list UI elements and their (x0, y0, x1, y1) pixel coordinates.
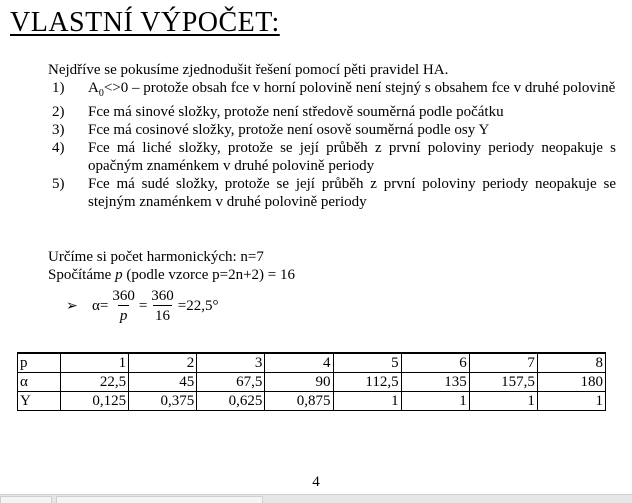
summary (48, 248, 295, 284)
table-cell: 0,375 (129, 392, 197, 411)
rule-number: 5) (52, 176, 65, 192)
table-cell: 22,5 (61, 373, 129, 392)
arrow-bullet-icon: ➢ (66, 298, 78, 314)
alpha-formula (66, 284, 219, 328)
rule-number: 3) (52, 122, 65, 138)
table-cell: 1 (401, 392, 469, 411)
harmonics-line: Určíme si počet harmonických: n=7 (48, 249, 264, 265)
table-cell: 157,5 (469, 373, 537, 392)
rules-list (52, 79, 616, 211)
table-cell: 1 (469, 392, 537, 411)
a0-symbol: $A_0$ (88, 80, 104, 99)
formula-result: =22,5° (177, 297, 219, 314)
table-cell: 0,875 (265, 392, 333, 411)
table-cell: 1 (333, 392, 401, 411)
formula-lhs: α= (92, 297, 109, 314)
table-cell: 135 (401, 373, 469, 392)
rule-number: 1) (52, 80, 65, 96)
values-table (17, 352, 606, 411)
rule-item (52, 139, 616, 175)
row-label: α (18, 373, 61, 392)
rule-text: Fce má sinové složky, protože není středově souměrná podle počátku (88, 104, 504, 120)
rule-item (52, 121, 616, 139)
fraction-360-over-p: $\frac{360}{p}$ (112, 287, 135, 324)
rule-text: Fce má liché složky, protože se její průběh z první poloviny periody neopakuje s opačným znaménkem v druhé polovině periody (88, 140, 616, 174)
table-cell: 180 (537, 373, 605, 392)
table-cell: 112,5 (333, 373, 401, 392)
row-label: p (18, 353, 61, 373)
table-cell: 1 (61, 353, 129, 373)
rule-text: $A_0<>0$ – protože obsah fce v horní polovině není stejný s obsahem fce v druhé polovině (88, 80, 616, 99)
page-heading: VLASTNÍ VÝPOČET: (10, 7, 280, 38)
table-row (18, 392, 606, 411)
table-cell: 0,125 (61, 392, 129, 411)
table-cell: 45 (129, 373, 197, 392)
rule-item (52, 79, 616, 103)
table-cell: 2 (129, 353, 197, 373)
fraction-360-over-16: $\frac{360}{16}$ (151, 287, 174, 324)
table-cell: 8 (537, 353, 605, 373)
table-cell: 4 (265, 353, 333, 373)
rule-number: 2) (52, 104, 65, 120)
table-cell: 7 (469, 353, 537, 373)
intro-text: Nejdříve se pokusíme zjednodušit řešení pomocí pěti pravidel HA. (48, 62, 449, 78)
table-cell: 90 (265, 373, 333, 392)
table-cell: 5 (333, 353, 401, 373)
rule-item (52, 175, 616, 211)
table-row (18, 373, 606, 392)
table-cell: 3 (197, 353, 265, 373)
p-calculation-line: Spočítáme p (podle vzorce p=2n+2) = 16 (48, 267, 295, 283)
page-number: 4 (312, 474, 320, 490)
formula-equals: = (138, 297, 148, 314)
table-cell: 0,625 (197, 392, 265, 411)
row-label: Y (18, 392, 61, 411)
table-cell: 1 (537, 392, 605, 411)
table-cell: 6 (401, 353, 469, 373)
rule-text: Fce má sudé složky, protože se její průběh z první poloviny periody neopakuje se stejným znaménkem v druhé polovině periody (88, 176, 616, 210)
rule-text: Fce má cosinové složky, protože není osově souměrná podle osy Y (88, 122, 490, 138)
rule-number: 4) (52, 140, 65, 156)
table-row (18, 353, 606, 373)
rule-item (52, 103, 616, 121)
table-cell: 67,5 (197, 373, 265, 392)
